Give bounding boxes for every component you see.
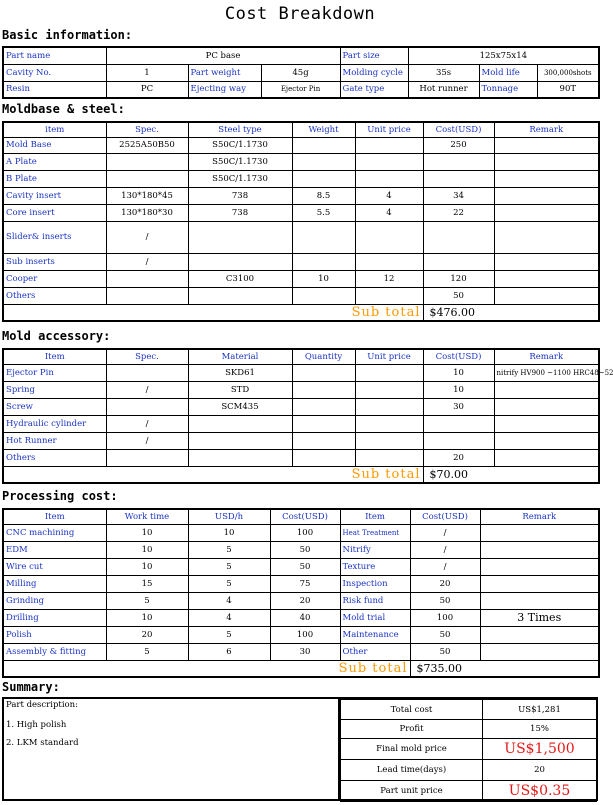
row-label: Wire cut — [3, 558, 106, 575]
table-row — [3, 287, 599, 304]
table-cell: Texture — [340, 558, 410, 575]
table-cell — [292, 415, 355, 432]
summary-value: US$0.35 — [483, 781, 597, 802]
basic-row — [3, 81, 599, 98]
table-row — [3, 170, 599, 187]
basic-row — [3, 64, 599, 81]
table-row — [3, 221, 599, 253]
table-row — [3, 432, 599, 449]
table-cell — [423, 253, 494, 270]
column-header: Work time — [106, 509, 188, 524]
table-row — [3, 381, 599, 398]
table-cell: Maintenance — [340, 626, 410, 643]
table-cell: STD — [188, 381, 292, 398]
table-row — [3, 449, 599, 466]
row-label: Spring — [3, 381, 106, 398]
table-cell — [355, 221, 423, 253]
row-label: Cavity insert — [3, 187, 106, 204]
subtotal-value: $70.00 — [423, 466, 599, 483]
table-cell: Mold trial — [340, 609, 410, 626]
table-cell: 130*180*30 — [106, 204, 188, 221]
table-cell — [494, 253, 599, 270]
basic-label: Cavity No. — [3, 64, 106, 81]
table-cell — [494, 432, 599, 449]
row-label: Drilling — [3, 609, 106, 626]
table-cell: S50C/1.1730 — [188, 170, 292, 187]
table-cell: Other — [340, 643, 410, 660]
subtotal-row — [3, 304, 599, 321]
basic-value: 125x75x14 — [408, 47, 599, 64]
column-header: Cost(USD) — [270, 509, 340, 524]
accessory-heading: Mold accessory: — [2, 329, 111, 343]
table-cell: / — [410, 524, 480, 541]
table-cell — [355, 253, 423, 270]
table-cell: 5 — [188, 575, 270, 592]
subtotal-value: $735.00 — [410, 660, 599, 677]
basic-label: Tonnage — [479, 81, 537, 98]
table-cell — [494, 221, 599, 253]
basic-info-table — [2, 46, 600, 99]
table-cell: 3 Times — [480, 609, 599, 626]
column-header: Item — [340, 509, 410, 524]
column-header: USD/h — [188, 509, 270, 524]
column-header: Steel type — [188, 122, 292, 137]
processing-heading: Processing cost: — [2, 489, 118, 503]
table-cell — [188, 221, 292, 253]
summary-row — [341, 781, 597, 802]
basic-label: Resin — [3, 81, 106, 98]
summary-row — [341, 700, 597, 720]
table-cell: 738 — [188, 187, 292, 204]
column-header: Spec. — [106, 122, 188, 137]
moldbase-heading: Moldbase & steel: — [2, 102, 125, 116]
basic-info-heading: Basic information: — [2, 28, 133, 42]
basic-value: 35s — [408, 64, 479, 81]
column-header: Spec. — [106, 349, 188, 364]
column-header: Quantity — [292, 349, 355, 364]
table-cell: / — [106, 253, 188, 270]
table-cell: 4 — [188, 592, 270, 609]
table-cell: 10 — [106, 558, 188, 575]
summary-value: 15% — [483, 720, 597, 739]
summary-row — [341, 720, 597, 739]
table-cell: 20 — [106, 626, 188, 643]
column-header: Remark — [494, 349, 599, 364]
summary-heading: Summary: — [2, 680, 60, 694]
table-row — [3, 415, 599, 432]
row-label: Sub inserts — [3, 253, 106, 270]
table-cell — [423, 170, 494, 187]
column-header: Cost(USD) — [410, 509, 480, 524]
column-header: Material — [188, 349, 292, 364]
subtotal-label: Sub total — [3, 466, 423, 483]
table-cell — [106, 449, 188, 466]
row-label: Slider& inserts — [3, 221, 106, 253]
table-cell: 8.5 — [292, 187, 355, 204]
table-cell: 30 — [423, 398, 494, 415]
table-cell — [292, 153, 355, 170]
basic-value: 90T — [537, 81, 599, 98]
table-row — [3, 541, 599, 558]
table-cell: / — [410, 558, 480, 575]
basic-label: Molding cycle — [340, 64, 408, 81]
table-cell — [292, 432, 355, 449]
table-cell — [494, 449, 599, 466]
table-cell: 5 — [106, 643, 188, 660]
table-row — [3, 204, 599, 221]
row-label: Milling — [3, 575, 106, 592]
table-cell: / — [106, 415, 188, 432]
table-cell — [355, 432, 423, 449]
table-cell: 50 — [270, 541, 340, 558]
table-cell — [292, 253, 355, 270]
summary-table — [340, 699, 597, 802]
table-cell: 4 — [188, 609, 270, 626]
table-cell: 5 — [188, 541, 270, 558]
subtotal-row — [3, 660, 599, 677]
accessory-table — [2, 348, 613, 484]
row-label: CNC machining — [3, 524, 106, 541]
summary-label: Total cost — [341, 700, 483, 720]
table-cell: 50 — [423, 287, 494, 304]
table-cell: 10 — [423, 381, 494, 398]
column-header: Weight — [292, 122, 355, 137]
basic-value: 45g — [261, 64, 340, 81]
basic-value: Hot runner — [408, 81, 479, 98]
table-cell: / — [106, 432, 188, 449]
table-cell — [355, 381, 423, 398]
page-title: Cost Breakdown — [224, 4, 376, 24]
part-description-item: 1. High polish — [6, 720, 67, 730]
basic-label: Ejecting way — [188, 81, 261, 98]
table-cell: 10 — [106, 541, 188, 558]
table-cell: 100 — [270, 626, 340, 643]
basic-value: Ejector Pin — [261, 81, 340, 98]
table-cell: 100 — [270, 524, 340, 541]
table-cell: 130*180*45 — [106, 187, 188, 204]
basic-row — [3, 47, 599, 64]
table-cell — [106, 153, 188, 170]
summary-label: Profit — [341, 720, 483, 739]
table-cell — [355, 287, 423, 304]
table-cell: 22 — [423, 204, 494, 221]
table-cell: Heat Treatment — [340, 524, 410, 541]
table-cell: Inspection — [340, 575, 410, 592]
summary-value: 20 — [483, 760, 597, 781]
table-cell: 10 — [188, 524, 270, 541]
table-row — [3, 270, 599, 287]
table-cell — [355, 449, 423, 466]
table-cell: Nitrify — [340, 541, 410, 558]
table-cell — [480, 575, 599, 592]
table-cell: S50C/1.1730 — [188, 153, 292, 170]
moldbase-table — [2, 121, 600, 322]
table-cell — [292, 170, 355, 187]
table-cell — [188, 415, 292, 432]
row-label: EDM — [3, 541, 106, 558]
table-cell — [423, 221, 494, 253]
row-label: A Plate — [3, 153, 106, 170]
table-cell — [188, 253, 292, 270]
table-cell — [292, 364, 355, 381]
basic-value: PC — [106, 81, 188, 98]
table-row — [3, 609, 599, 626]
table-cell: S50C/1.1730 — [188, 137, 292, 153]
summary-label: Lead time(days) — [341, 760, 483, 781]
table-cell: 10 — [106, 524, 188, 541]
table-cell — [494, 381, 599, 398]
basic-value: 300,000shots — [537, 64, 599, 81]
table-row — [3, 626, 599, 643]
table-cell: SCM435 — [188, 398, 292, 415]
table-cell: 120 — [423, 270, 494, 287]
table-row — [3, 592, 599, 609]
table-cell: / — [410, 541, 480, 558]
row-label: Cooper — [3, 270, 106, 287]
table-cell — [188, 287, 292, 304]
row-label: Others — [3, 449, 106, 466]
header-row — [3, 509, 599, 524]
header-row — [3, 122, 599, 137]
row-label: Hydraulic cylinder — [3, 415, 106, 432]
basic-label: Part size — [340, 47, 408, 64]
summary-label: Final mold price — [341, 739, 483, 760]
table-cell — [106, 364, 188, 381]
table-cell: Risk fund — [340, 592, 410, 609]
table-cell: 4 — [355, 204, 423, 221]
row-label: Mold Base — [3, 137, 106, 153]
table-cell: 250 — [423, 137, 494, 153]
row-label: Core insert — [3, 204, 106, 221]
table-cell: / — [106, 221, 188, 253]
table-cell — [292, 221, 355, 253]
part-description — [4, 699, 340, 799]
table-cell: 50 — [410, 592, 480, 609]
table-row — [3, 643, 599, 660]
table-cell — [423, 153, 494, 170]
subtotal-label: Sub total — [3, 660, 410, 677]
table-cell — [355, 415, 423, 432]
table-cell — [494, 287, 599, 304]
table-row — [3, 187, 599, 204]
table-cell: 2525A50B50 — [106, 137, 188, 153]
table-cell: 75 — [270, 575, 340, 592]
basic-label: Part weight — [188, 64, 261, 81]
table-cell — [494, 270, 599, 287]
table-cell — [106, 287, 188, 304]
column-header: Remark — [480, 509, 599, 524]
table-cell — [355, 153, 423, 170]
table-cell — [480, 524, 599, 541]
table-cell: 5 — [188, 558, 270, 575]
summary-box — [2, 697, 598, 801]
table-cell: / — [106, 381, 188, 398]
basic-value: PC base — [106, 47, 340, 64]
table-cell: 12 — [355, 270, 423, 287]
table-cell: C3100 — [188, 270, 292, 287]
table-cell — [423, 415, 494, 432]
table-cell — [494, 137, 599, 153]
row-label: Polish — [3, 626, 106, 643]
summary-label: Part unit price — [341, 781, 483, 802]
table-cell: 100 — [410, 609, 480, 626]
part-description-label: Part description: — [6, 700, 78, 710]
table-cell: 10 — [106, 609, 188, 626]
table-cell — [106, 170, 188, 187]
basic-label: Gate type — [340, 81, 408, 98]
column-header: Cost(USD) — [423, 349, 494, 364]
table-cell — [106, 398, 188, 415]
table-cell — [494, 187, 599, 204]
subtotal-value: $476.00 — [423, 304, 599, 321]
table-row — [3, 137, 599, 153]
table-cell — [480, 626, 599, 643]
table-cell — [480, 541, 599, 558]
table-cell — [188, 432, 292, 449]
column-header: Item — [3, 349, 106, 364]
table-cell — [292, 137, 355, 153]
basic-label: Mold life — [479, 64, 537, 81]
column-header: Cost(USD) — [423, 122, 494, 137]
table-cell — [494, 204, 599, 221]
table-cell: 5 — [188, 626, 270, 643]
table-row — [3, 398, 599, 415]
table-cell: 50 — [410, 626, 480, 643]
table-cell — [188, 449, 292, 466]
table-cell: nitrify HV900 ~1100 HRC48~52 — [494, 364, 599, 381]
table-cell — [292, 381, 355, 398]
table-row — [3, 364, 599, 381]
table-cell — [355, 170, 423, 187]
table-cell: 30 — [270, 643, 340, 660]
table-cell — [292, 449, 355, 466]
table-cell — [292, 287, 355, 304]
table-cell: 34 — [423, 187, 494, 204]
table-row — [3, 575, 599, 592]
basic-label: Part name — [3, 47, 106, 64]
table-cell: 50 — [410, 643, 480, 660]
table-cell: 10 — [292, 270, 355, 287]
table-row — [3, 253, 599, 270]
table-cell: 20 — [410, 575, 480, 592]
table-cell: 5.5 — [292, 204, 355, 221]
row-label: Assembly & fitting — [3, 643, 106, 660]
summary-row — [341, 760, 597, 781]
row-label: Hot Runner — [3, 432, 106, 449]
column-header: Unit price — [355, 349, 423, 364]
row-label: Screw — [3, 398, 106, 415]
summary-value: US$1,281 — [483, 700, 597, 720]
table-cell: 10 — [423, 364, 494, 381]
table-cell: 4 — [355, 187, 423, 204]
column-header: Unit price — [355, 122, 423, 137]
column-header: Remark — [494, 122, 599, 137]
table-cell — [292, 398, 355, 415]
row-label: Grinding — [3, 592, 106, 609]
table-row — [3, 558, 599, 575]
table-cell: 20 — [423, 449, 494, 466]
header-row — [3, 349, 599, 364]
table-cell: SKD61 — [188, 364, 292, 381]
summary-row — [341, 739, 597, 760]
part-description-item: 2. LKM standard — [6, 738, 79, 748]
table-cell — [355, 137, 423, 153]
table-cell — [494, 153, 599, 170]
subtotal-row — [3, 466, 599, 483]
table-cell — [423, 432, 494, 449]
processing-table — [2, 508, 600, 678]
table-cell — [494, 415, 599, 432]
table-cell — [355, 398, 423, 415]
table-cell — [494, 398, 599, 415]
column-header: Item — [3, 509, 106, 524]
table-row — [3, 524, 599, 541]
table-cell: 50 — [270, 558, 340, 575]
summary-value: US$1,500 — [483, 739, 597, 760]
table-cell: 6 — [188, 643, 270, 660]
table-cell — [494, 170, 599, 187]
row-label: B Plate — [3, 170, 106, 187]
basic-value: 1 — [106, 64, 188, 81]
table-cell — [355, 364, 423, 381]
table-cell — [480, 558, 599, 575]
table-row — [3, 153, 599, 170]
table-cell: 40 — [270, 609, 340, 626]
table-cell — [480, 643, 599, 660]
table-cell: 738 — [188, 204, 292, 221]
column-header: item — [3, 122, 106, 137]
table-cell: 15 — [106, 575, 188, 592]
row-label: Others — [3, 287, 106, 304]
table-cell: 20 — [270, 592, 340, 609]
table-cell: 5 — [106, 592, 188, 609]
table-cell — [480, 592, 599, 609]
subtotal-label: Sub total — [3, 304, 423, 321]
row-label: Ejector Pin — [3, 364, 106, 381]
table-cell — [106, 270, 188, 287]
